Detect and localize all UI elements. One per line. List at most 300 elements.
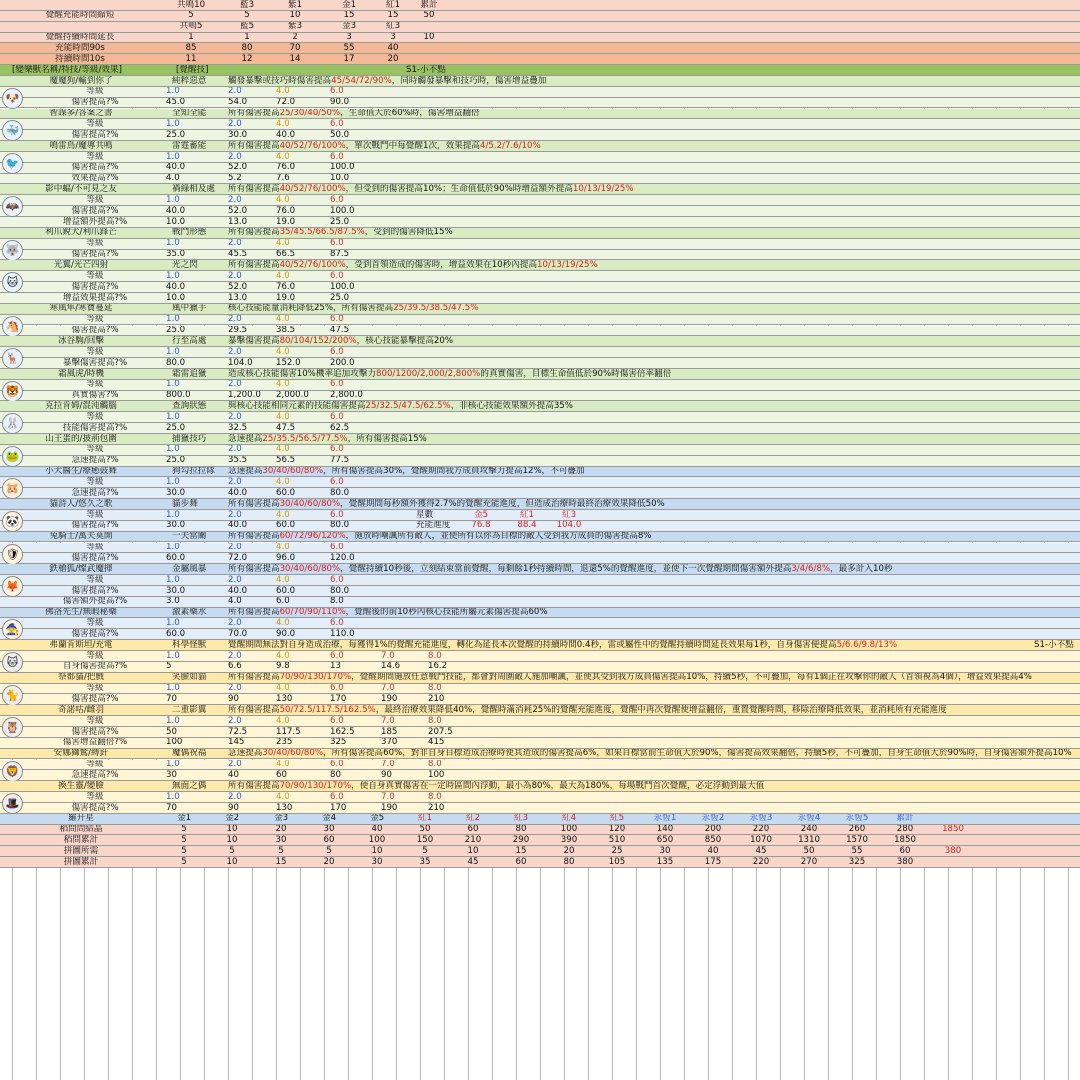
- stat-value: 6.0: [330, 151, 344, 162]
- awaken-skill: 魔偶祝福: [172, 748, 207, 759]
- beast-avatar-icon: 🐱: [2, 272, 23, 293]
- stat-value: 1.0: [166, 314, 180, 325]
- upgrade-col-head: 紅1: [417, 813, 433, 824]
- stat-row: [0, 423, 1080, 434]
- bonus-head: 紅3: [561, 509, 577, 520]
- stat-value: 47.5: [330, 325, 350, 336]
- stat-value: 6.0: [330, 618, 344, 629]
- skill-description: [228, 304, 478, 314]
- beast-header: [0, 228, 1080, 239]
- bonus-head: 金5: [473, 509, 489, 520]
- stat-value: 1.0: [166, 271, 180, 281]
- upgrade-col-head: 永恆3: [749, 813, 773, 824]
- stat-value: 6.0: [330, 86, 344, 97]
- beast-header: [0, 467, 1080, 478]
- stat-value: 1.0: [166, 651, 180, 661]
- skill-description: [228, 467, 585, 477]
- beast-header: [0, 434, 1080, 445]
- bonus-value: 76.8: [471, 520, 491, 531]
- awaken-skill: 戰鬥形態: [172, 227, 207, 238]
- upgrade-value: 850: [704, 835, 722, 846]
- stat-row: [0, 152, 1080, 163]
- stat-label: 傷害提高?%: [71, 282, 119, 292]
- stat-row: [0, 575, 1080, 586]
- upgrade-value: 5: [229, 846, 235, 856]
- stat-value: 1.0: [166, 792, 180, 802]
- skill-text: 與核心技能相同元素的技能傷害提高: [228, 401, 366, 412]
- upgrade-value: 30: [275, 835, 287, 846]
- stat-label: 等級: [86, 477, 104, 488]
- beast-avatar-icon: 🧙: [2, 619, 23, 640]
- header-value: 紅3: [385, 21, 401, 32]
- stat-value: 4.0: [276, 509, 290, 520]
- stat-value: 13.0: [228, 217, 248, 227]
- stat-label: 急速提高?%: [71, 770, 119, 780]
- awaken-title: [覺醒技]: [176, 65, 209, 75]
- upgrade-value: 30: [659, 846, 671, 856]
- stat-value: 40.0: [228, 520, 248, 531]
- skill-text: ，受到首領造成的傷害時，增益效果在10秒內提高: [345, 260, 538, 271]
- stat-value: 40.0: [166, 162, 186, 173]
- stat-value: 77.5: [330, 455, 350, 466]
- skill-text: ，施放時嘲諷所有敵人，並使所有以你為目標的敵人受到我方成員的傷害提高8%: [345, 531, 652, 542]
- stat-value: 70.0: [228, 629, 248, 639]
- upgrade-value: 200: [704, 824, 722, 835]
- stat-value: 4.0: [276, 683, 290, 694]
- upgrade-value: 35: [419, 857, 431, 867]
- upgrade-value: 80: [563, 857, 575, 867]
- stat-value: 235: [276, 737, 293, 748]
- awaken-skill: 查詢狀態: [172, 401, 207, 412]
- stat-value: 2.0: [228, 119, 242, 129]
- stat-label: 等級: [86, 759, 104, 770]
- header-value: 80: [241, 43, 253, 54]
- beast-name: 利爪銳犬/利爪鋒芒: [45, 227, 117, 238]
- stat-value: 6.0: [276, 596, 290, 607]
- upgrade-value: 5: [278, 846, 284, 856]
- stat-value: 2,800.0: [330, 390, 363, 401]
- skill-value-range: 70/90/130/170%: [279, 672, 352, 683]
- stat-value: 100.0: [330, 162, 355, 173]
- skill-value-range: 35/45.5/66.5/87.5%: [279, 227, 365, 238]
- upgrade-value: 280: [896, 824, 914, 835]
- upgrade-value: [933, 857, 973, 867]
- skill-text: 所有傷害提高: [228, 781, 280, 791]
- stat-value: 2.0: [228, 314, 242, 325]
- stat-value: 40.0: [166, 282, 186, 292]
- header-value: 金3: [341, 21, 357, 32]
- upgrade-row: [0, 857, 1080, 868]
- upgrade-value: 5: [422, 846, 428, 856]
- stat-label: 等級: [86, 412, 104, 422]
- stat-label: 等級: [86, 444, 104, 455]
- header-value: 紫3: [287, 21, 303, 32]
- stat-value: 66.5: [276, 249, 296, 260]
- stat-label: 傷害提高?%: [71, 553, 119, 563]
- upgrade-value: 30: [323, 824, 335, 835]
- upgrade-value: 1850: [894, 835, 916, 846]
- stat-value: 800.0: [166, 390, 191, 401]
- stat-row: [0, 358, 1080, 369]
- season-tag: S1-小不點: [406, 65, 446, 75]
- stat-value: 1.0: [166, 151, 180, 162]
- header-row: [0, 22, 1080, 33]
- skill-description: [228, 76, 546, 86]
- skill-text: ，所有傷害提高15%: [347, 434, 427, 444]
- skill-value-range: 40/52/76/100%: [279, 260, 346, 271]
- stat-value: 170: [330, 802, 347, 813]
- stat-value: 60.0: [276, 520, 296, 531]
- skill-description: [228, 369, 671, 379]
- beast-name: 鉄槍狐/燦武魔揮: [49, 564, 113, 574]
- upgrade-col-head: 紅5: [609, 813, 625, 824]
- beast-name: 克拉肯姆/混沌觸腦: [45, 401, 117, 412]
- stat-value: 4.0: [276, 238, 290, 249]
- stat-row: [0, 456, 1080, 467]
- upgrade-value: 10: [226, 857, 238, 867]
- stat-label: 傷害提高?%: [71, 130, 119, 140]
- upgrade-value: 120: [608, 824, 626, 835]
- skill-text: ，最終治療效果降低40%，覺醒時滿消耗25%的覺醒充能進度，覺醒中再次覺醒使增益翻倍，重置覺醒時間，移除治療降低效果，並消耗所有充能進度: [375, 705, 947, 715]
- stat-row: [0, 87, 1080, 98]
- skill-text: 急速提高: [228, 748, 263, 759]
- awaken-skill: 狗勾拉拉隊: [172, 466, 215, 477]
- header-value: 共鳴5: [179, 21, 203, 32]
- stat-value: 80.0: [330, 585, 350, 596]
- beast-avatar-icon: 🐳: [2, 120, 23, 141]
- stat-value: 45.0: [166, 97, 186, 108]
- stat-value: 50: [166, 726, 177, 737]
- stat-row: [0, 716, 1080, 727]
- stat-value: 90: [381, 770, 392, 780]
- stat-value: 207.5: [428, 726, 453, 737]
- skill-text: ，覺醒期間每秒額外獲得2.7%的覺醒充能進度，但造成治療時最終治療效果降低50%: [340, 499, 665, 509]
- stat-value: 110.0: [330, 629, 355, 639]
- stat-label: 傷害提高?%: [71, 726, 119, 737]
- upgrade-value: 105: [608, 857, 626, 867]
- stat-value: 1.0: [166, 716, 180, 726]
- skill-value-range: 40/52/76/100%: [279, 184, 346, 195]
- upgrade-value: 290: [512, 835, 530, 846]
- stat-row: [0, 206, 1080, 217]
- stat-row: [0, 684, 1080, 695]
- upgrade-value: 100: [560, 824, 578, 835]
- upgrade-col-head: 紅3: [513, 813, 529, 824]
- beast-avatar-icon: 🦉: [2, 717, 23, 738]
- stat-value: 120.0: [330, 553, 355, 563]
- stat-value: 13.0: [228, 292, 248, 303]
- stat-value: 4.0: [276, 271, 290, 281]
- stat-value: 80.0: [166, 358, 186, 368]
- upgrade-value: 5: [326, 846, 332, 856]
- stat-label: 傷害額外提高?%: [62, 596, 128, 607]
- skill-text: ，使自身真實傷害在一定時區間內浮動，最小為80%，最大為180%，每場戰鬥首次覺醒，必定浮動到最大值: [351, 781, 765, 791]
- header-value: [410, 22, 448, 32]
- stat-value: 4.0: [276, 542, 290, 553]
- upgrade-value: 5: [181, 824, 187, 835]
- beast-name: 小犬醫生/療癒鼓舞: [45, 466, 117, 477]
- skill-description: [228, 673, 1032, 683]
- stat-value: 13: [330, 661, 341, 672]
- upgrade-value: 10: [467, 846, 479, 856]
- upgrade-col-head: 累計: [896, 813, 914, 824]
- stat-value: 1.0: [166, 509, 180, 520]
- header-value: [410, 43, 448, 53]
- upgrade-value: 270: [800, 857, 818, 867]
- stat-label: 等級: [86, 683, 104, 694]
- stat-value: 4.0: [276, 716, 290, 726]
- stat-value: 1.0: [166, 238, 180, 249]
- stat-row: [0, 770, 1080, 781]
- header-value: 3: [346, 32, 352, 43]
- header-value: 10: [289, 10, 301, 21]
- header-row: [0, 0, 1080, 11]
- stat-value: 117.5: [276, 726, 301, 737]
- upgrade-value: 210: [464, 835, 482, 846]
- stat-value: 1.0: [166, 86, 180, 97]
- stat-label: 等級: [86, 119, 104, 129]
- stat-label: 等級: [86, 314, 104, 325]
- beast-avatar-icon: 🐰: [2, 413, 23, 434]
- stat-label: 等級: [86, 151, 104, 162]
- upgrade-value: 380: [896, 857, 914, 867]
- stat-value: 30.0: [166, 520, 186, 531]
- stat-value: 1.0: [166, 119, 180, 129]
- skill-text: 所有傷害提高: [228, 227, 280, 238]
- beast-header: [0, 109, 1080, 120]
- awaken-skill: 貓步舞: [172, 499, 198, 509]
- upgrade-value: 150: [416, 835, 434, 846]
- stat-value: 162.5: [330, 726, 355, 737]
- skill-value-range: 70/90/130/170%: [279, 781, 352, 791]
- stat-value: 415: [428, 737, 445, 748]
- stat-value: 90: [228, 802, 239, 813]
- beast-header: [0, 499, 1080, 510]
- skill-value-range: 5/6.6/9.8/13%: [836, 640, 898, 650]
- stat-value: 1.0: [166, 412, 180, 422]
- skill-text: 所有傷害提高: [228, 564, 280, 574]
- stat-value: 2.0: [228, 271, 242, 281]
- upgrade-value: 45: [467, 857, 479, 867]
- stat-label: 傷害提高?%: [71, 694, 119, 705]
- stat-value: 38.5: [276, 325, 296, 336]
- upgrade-value: 40: [707, 846, 719, 856]
- skill-value-range: 45/54/72/90%: [331, 75, 392, 86]
- stat-value: 76.0: [276, 206, 296, 216]
- skill-text: ，覺醒期間施放任意戰鬥技能，都會對周圍敵人施加嘲諷，並使其受到我方成員傷害提高10%，持續5秒，不可疊加，每有1個正在攻擊你的敵人（首領視為4個），增益效果提高4%: [351, 672, 1032, 683]
- skill-text: 所有傷害提高: [228, 141, 280, 151]
- stat-value: 19.0: [276, 292, 296, 303]
- upgrade-value: 55: [851, 846, 863, 856]
- stat-row: [0, 738, 1080, 749]
- header-value: 55: [343, 43, 355, 54]
- stat-value: 30.0: [166, 585, 186, 596]
- stat-row: [0, 347, 1080, 358]
- header-value: 40: [387, 43, 399, 54]
- stat-value: 25.0: [330, 217, 350, 227]
- stat-row: [0, 250, 1080, 261]
- skill-description: [228, 336, 453, 346]
- upgrade-col-head: 紅2: [465, 813, 481, 824]
- skill-text: 暴擊傷害提高: [228, 336, 280, 346]
- awaken-skill: 笑臉如貓: [172, 672, 207, 683]
- skill-value-range: 4/5.2/7.6/10%: [480, 141, 541, 151]
- upgrade-col-head: 金3: [273, 813, 289, 824]
- stat-row: [0, 543, 1080, 554]
- skill-description: [228, 228, 453, 238]
- stat-value: 2.0: [228, 412, 242, 422]
- stat-value: 100: [166, 737, 183, 748]
- stat-label: 等級: [86, 716, 104, 726]
- skill-description: [228, 499, 665, 509]
- header-value: 20: [387, 54, 399, 64]
- header-label: [0, 22, 160, 32]
- skill-text: 覺醒期間無法對自身造成治療，每獲得1%的覺醒充能進度，轉化為延長本次覺醒的持續時間0.4秒，雷或屬性中的覺醒持續時間延長效果每1秒，自身傷害便提高: [228, 640, 837, 650]
- stat-value: 10.0: [166, 292, 186, 303]
- stat-value: 6.0: [330, 477, 344, 488]
- skill-text: 核心技能能量消耗降低25%，所有傷害提高: [228, 303, 394, 314]
- header-value: 金1: [341, 0, 357, 10]
- awaken-skill: 純粹惡意: [172, 75, 207, 86]
- beast-header: [0, 564, 1080, 575]
- stat-value: 6.6: [228, 661, 242, 672]
- beast-avatar-icon: 🦇: [2, 196, 23, 217]
- stat-value: 2.0: [228, 651, 242, 661]
- stat-value: 90: [228, 694, 239, 705]
- stat-value: 25.0: [166, 130, 186, 140]
- stat-row: [0, 315, 1080, 326]
- beast-name: 祭都貓/把戲: [58, 672, 104, 683]
- stat-value: 14.6: [381, 661, 401, 672]
- upgrade-value: 20: [323, 857, 335, 867]
- stat-value: 60.0: [276, 585, 296, 596]
- header-row: [0, 54, 1080, 65]
- stat-value: 70: [166, 802, 177, 813]
- stat-value: 5: [166, 661, 172, 672]
- stat-value: 8.0: [428, 683, 442, 694]
- stat-value: 6.0: [330, 379, 344, 390]
- stat-value: 2.0: [228, 759, 242, 770]
- upgrade-col-head: 金4: [321, 813, 337, 824]
- stat-label: 增益效果提高?%: [62, 292, 128, 303]
- skill-text: ，單次戰鬥中每覺醒1次，效果提高: [345, 141, 481, 151]
- beast-header: [0, 640, 1080, 651]
- stat-value: 6.0: [330, 792, 344, 802]
- awaken-skill: 行至高處: [172, 336, 207, 346]
- header-value: 3: [390, 32, 396, 43]
- stat-value: 90.0: [330, 97, 350, 108]
- skill-value-range: 25/39.5/38.5/47.5%: [393, 303, 479, 314]
- beast-avatar-icon: 🐴: [2, 316, 23, 337]
- header-label: 持續時間10s: [55, 54, 105, 64]
- upgrade-value: 10: [226, 824, 238, 835]
- upgrade-value: 1070: [750, 835, 772, 846]
- stat-value: 72.5: [228, 726, 248, 737]
- beast-name: 寒風隼/寒寶蔓延: [49, 303, 113, 314]
- header-value: 11: [185, 54, 197, 64]
- stat-value: 80.0: [330, 520, 350, 531]
- skill-text: 所有傷害提高: [228, 260, 280, 271]
- beast-header: [0, 781, 1080, 792]
- stat-label: 等級: [86, 195, 104, 205]
- stat-value: 25.0: [330, 292, 350, 303]
- header-value: 1: [244, 32, 250, 43]
- upgrade-row: [0, 835, 1080, 846]
- upgrade-row: [0, 846, 1080, 857]
- stat-value: 9.8: [276, 661, 290, 672]
- stat-value: 210: [428, 802, 445, 813]
- skill-text: ，非核心技能效果額外提高35%: [450, 401, 573, 412]
- stat-value: 60: [276, 770, 287, 780]
- beast-name: 山王蛋的/披荊包圍: [45, 434, 117, 444]
- stat-value: 25.0: [166, 423, 186, 433]
- stat-value: 6.0: [330, 119, 344, 129]
- beast-header: [0, 184, 1080, 195]
- stat-value: 10.0: [166, 217, 186, 227]
- stat-value: 4.0: [276, 379, 290, 390]
- stat-value: 130: [276, 694, 293, 705]
- stat-value: 6.0: [330, 759, 344, 770]
- stat-value: 2.0: [228, 238, 242, 249]
- skill-text: 觸發暴擊或技巧時傷害提高: [228, 75, 332, 86]
- skill-text: 所有傷害提高: [228, 184, 280, 195]
- skill-text: 造成核心技能傷害10%機率追加攻擊力: [228, 368, 377, 379]
- stat-value: 35.5: [228, 455, 248, 466]
- stat-label: 等級: [86, 347, 104, 357]
- skill-value-range: 25/30/40/50%: [279, 108, 341, 119]
- upgrade-col-head: 永恆5: [845, 813, 869, 824]
- stat-row: [0, 586, 1080, 597]
- stat-value: 4.0: [276, 651, 290, 661]
- awaken-skill: 激素藥水: [172, 607, 207, 618]
- upgrade-title: 羅升星: [68, 813, 94, 824]
- header-row: [0, 11, 1080, 22]
- skill-value-range: 25/35.5/56.5/77.5%: [262, 434, 348, 444]
- stat-value: 370: [381, 737, 398, 748]
- stat-value: 2.0: [228, 379, 242, 390]
- stat-label: 等級: [86, 238, 104, 249]
- skill-description: [228, 260, 598, 270]
- skill-text: ，覺醒後的前10秒內核心技能所屬元素傷害提高60%: [345, 607, 548, 618]
- beast-avatar-icon: 🎩: [2, 793, 23, 814]
- stat-value: 47.5: [276, 423, 296, 433]
- beast-avatar-icon: 🐶: [2, 88, 23, 109]
- stat-value: 7.0: [381, 792, 395, 802]
- beast-avatar-icon: 🦁: [2, 761, 23, 782]
- skill-text: ，最多計入10秒: [830, 564, 893, 574]
- header-value: 17: [343, 54, 355, 64]
- awaken-skill: 捕獵技巧: [172, 434, 207, 444]
- stat-value: 2.0: [228, 792, 242, 802]
- stat-value: 30.0: [228, 130, 248, 140]
- stat-label: 技能傷害提高?%: [62, 423, 128, 433]
- stat-value: 6.0: [330, 575, 344, 585]
- stat-value: 4.0: [276, 759, 290, 770]
- upgrade-value: 5: [181, 857, 187, 867]
- stat-value: 60.0: [166, 553, 186, 563]
- beast-header: [0, 304, 1080, 315]
- upgrade-value: 5: [181, 846, 187, 856]
- stat-label: 傷害提高?%: [71, 802, 119, 813]
- stat-value: 60.0: [276, 488, 296, 498]
- stat-label: 傷害提高?%: [71, 206, 119, 216]
- stat-value: 29.5: [228, 325, 248, 336]
- beast-avatar-icon: 🐸: [2, 446, 23, 467]
- stat-row: [0, 293, 1080, 304]
- stat-value: 25.0: [166, 325, 186, 336]
- beast-name: 兔騎士/萬夫莫開: [49, 531, 113, 542]
- stat-value: 2.0: [228, 618, 242, 629]
